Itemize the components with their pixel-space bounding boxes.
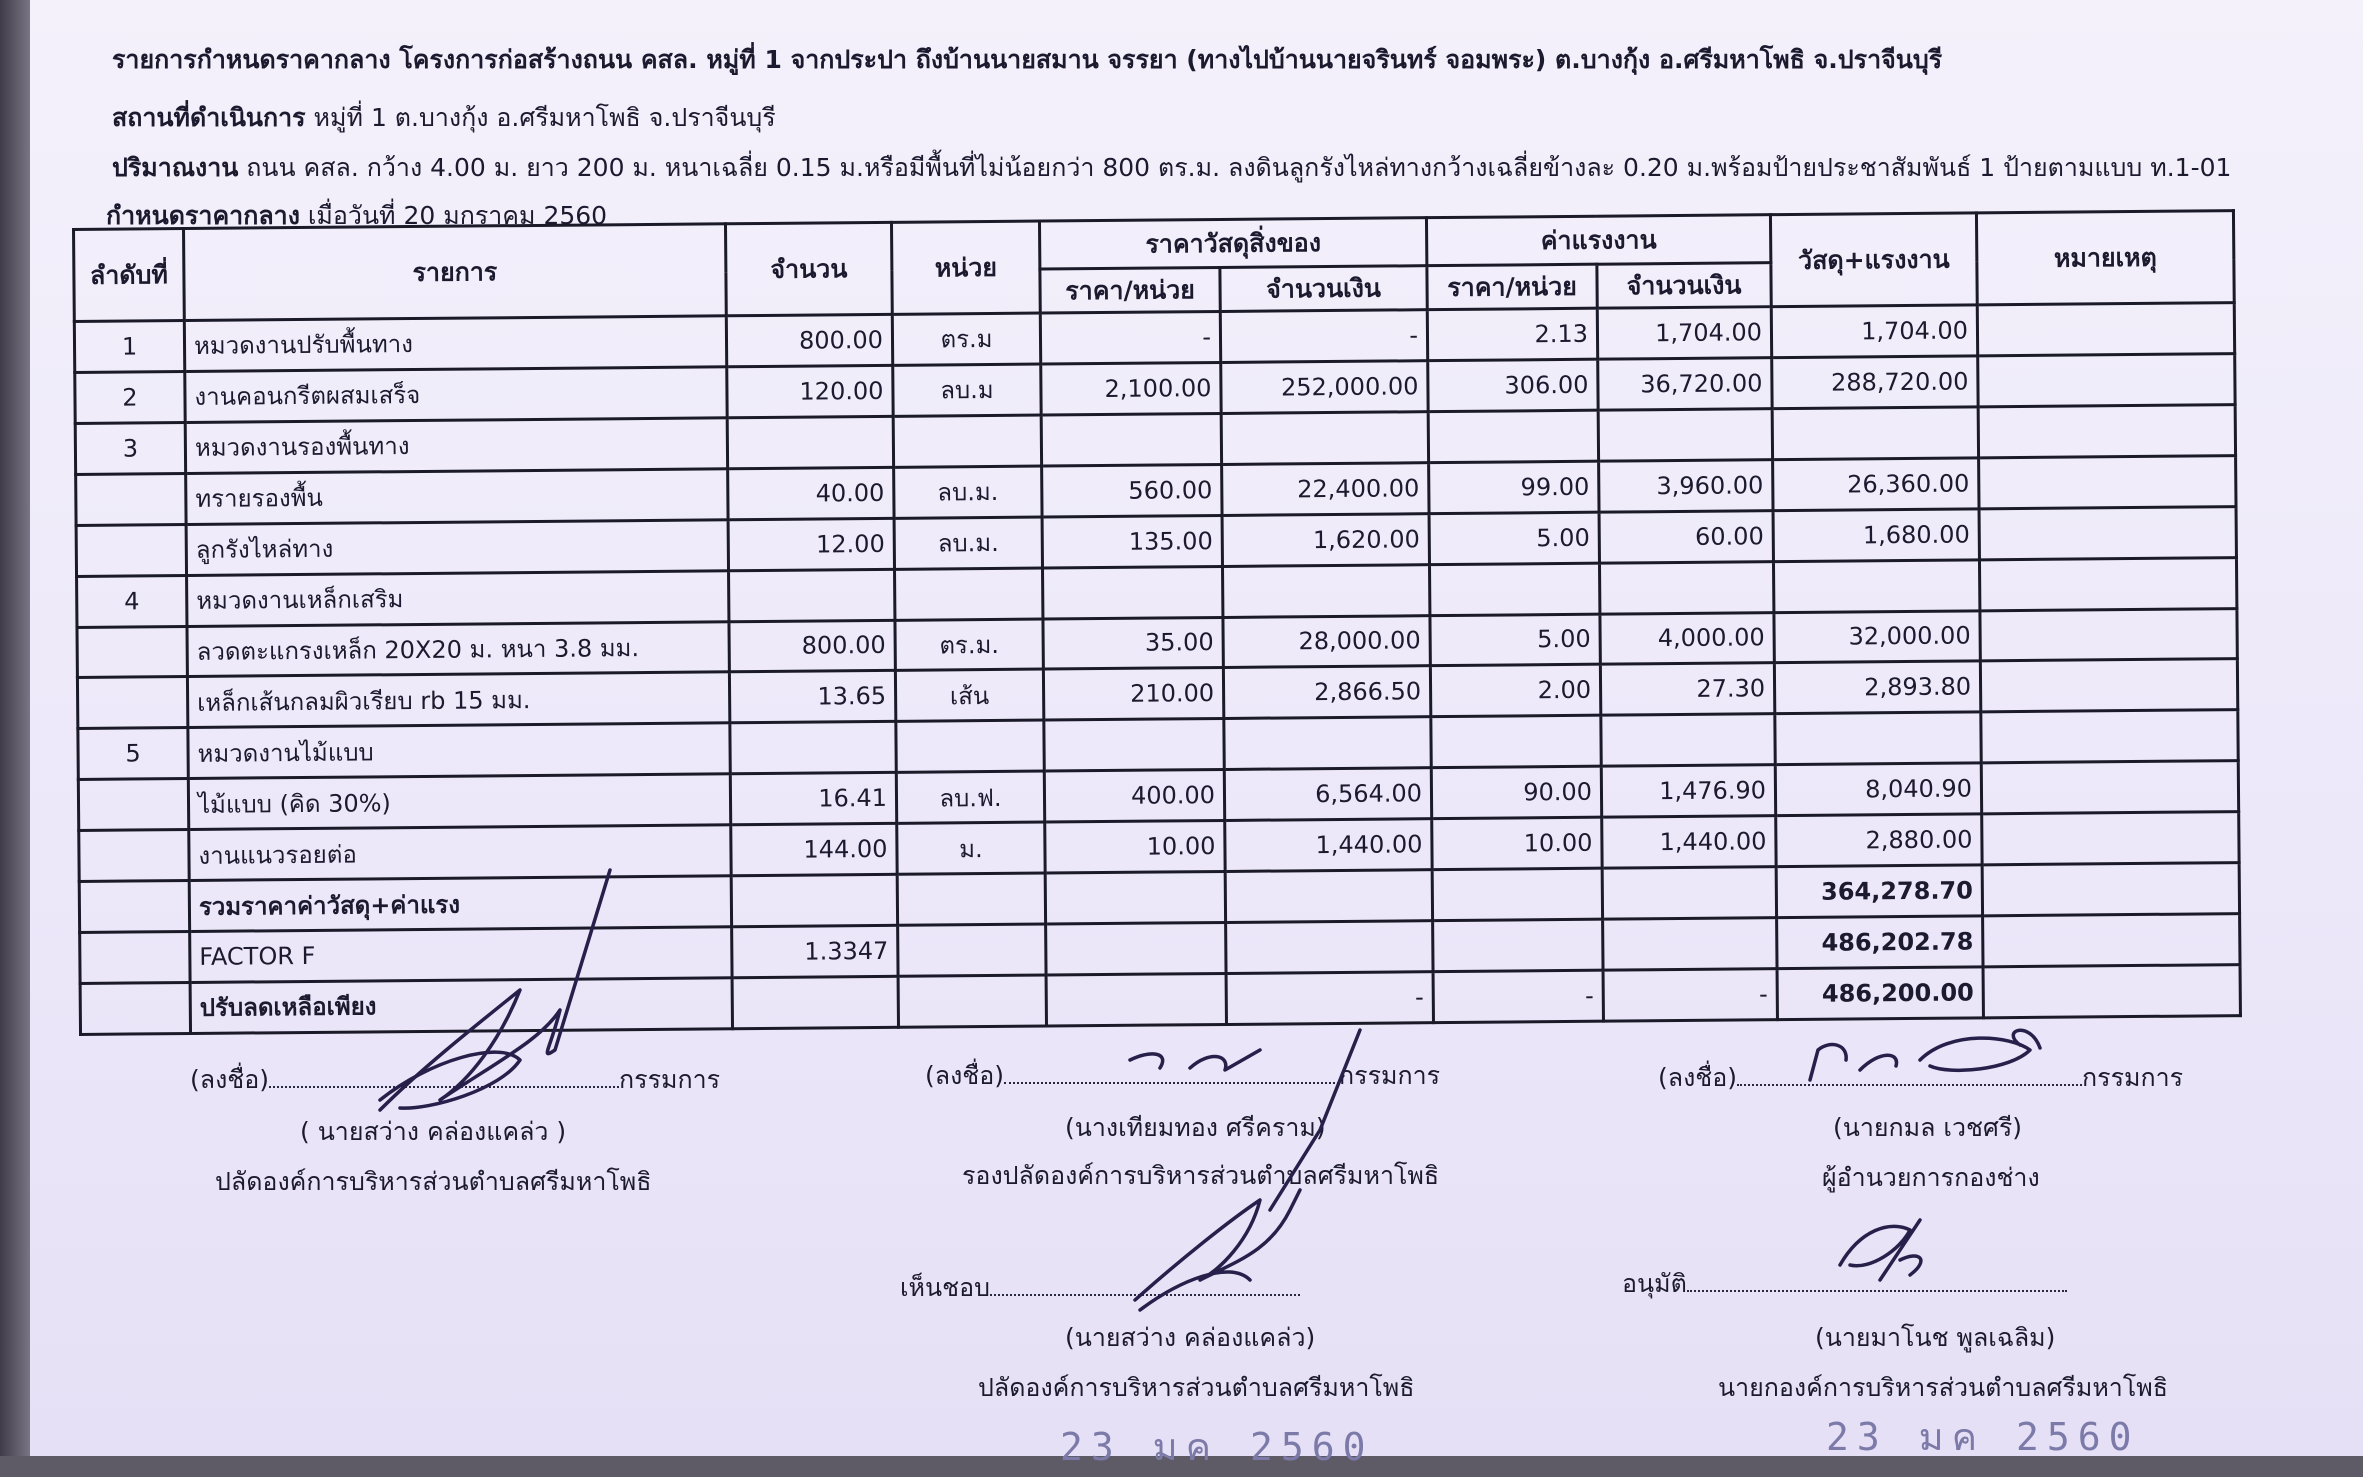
cell-lab-amount: 27.30 — [1600, 663, 1774, 715]
signer-2-name: (นางเทียมทอง ศรีคราม) — [1065, 1113, 1326, 1142]
cell-lab-amount: 3,960.00 — [1599, 459, 1773, 511]
cell-item: หมวดงานรองพื้นทาง — [185, 418, 727, 474]
signature-line-3: (ลงชื่อ) กรรมการ — [1658, 1063, 2184, 1092]
cell-lab-price: 99.00 — [1429, 461, 1599, 513]
signature-scribble-3 — [1810, 1030, 2040, 1080]
cell-mat-amount: - — [1220, 310, 1427, 363]
cell-mat-amount: 28,000.00 — [1223, 615, 1430, 668]
signer-1-title: ปลัดองค์การบริหารส่วนตำบลศรีมหาโพธิ — [215, 1167, 652, 1196]
cell-mat-price: 35.00 — [1043, 617, 1223, 669]
signature-scribble-4 — [1135, 1190, 1300, 1310]
cell-total: 1,680.00 — [1773, 509, 1979, 562]
cell-item: หมวดงานปรับพื้นทาง — [184, 316, 726, 372]
col-header-total: วัสดุ+แรงงาน — [1770, 213, 1977, 307]
cell-mat-price: 2,100.00 — [1041, 362, 1221, 414]
cell-lab-amount: - — [1603, 969, 1777, 1022]
col-header-unit: หน่วย — [891, 221, 1040, 314]
cell-lab-amount: 1,476.90 — [1601, 765, 1775, 817]
signer-1-name: ( นายสว่าง คล่องแคล่ว ) — [300, 1117, 567, 1146]
signer-2-title: รองปลัดองค์การบริหารส่วนตำบลศรีมหาโพธิ — [962, 1161, 1440, 1190]
cell-item: หมวดงานเหล็กเสริม — [187, 570, 729, 626]
cell-lab-amount: 36,720.00 — [1598, 358, 1772, 410]
cell-item: ปรับลดเหลือเพียง — [190, 978, 732, 1034]
signature-scribble-2 — [1130, 1050, 1260, 1070]
cell-unit: ลบ.ม. — [894, 517, 1042, 569]
approve-title: นายกองค์การบริหารส่วนตำบลศรีมหาโพธิ — [1718, 1373, 2169, 1402]
cell-qty: 144.00 — [731, 824, 897, 876]
col-header-lab-amount: จำนวนเงิน — [1597, 263, 1771, 309]
cell-mat-amount: 22,400.00 — [1222, 462, 1429, 515]
cell-item: FACTOR F — [190, 927, 732, 983]
signature-line-1: (ลงชื่อ) กรรมการ — [190, 1065, 721, 1094]
cell-item: ไม้แบบ (คิด 30%) — [188, 774, 730, 830]
cell-no: 1 — [74, 321, 184, 373]
cell-total: 364,278.70 — [1776, 865, 1982, 918]
cell-qty: 16.41 — [730, 773, 896, 825]
cell-lab-price: 90.00 — [1431, 766, 1601, 818]
cell-item: ทรายรองพื้น — [186, 469, 728, 525]
cell-item: งานแนวรอยต่อ — [189, 825, 731, 881]
cell-qty: 800.00 — [729, 620, 895, 672]
agree-title: ปลัดองค์การบริหารส่วนตำบลศรีมหาโพธิ — [978, 1373, 1415, 1402]
cell-unit: ม. — [897, 822, 1045, 874]
cell-lab-price: 5.00 — [1429, 512, 1599, 564]
cell-mat-amount: - — [1226, 972, 1433, 1025]
col-header-mat-amount: จำนวนเงิน — [1220, 266, 1427, 312]
cell-qty: 13.65 — [729, 671, 895, 723]
col-header-mat-price: ราคา/หน่วย — [1040, 267, 1220, 313]
col-header-no: ลำดับที่ — [74, 229, 185, 322]
cell-no: 2 — [75, 371, 185, 423]
cell-mat-amount: 6,564.00 — [1224, 768, 1431, 821]
cell-item: ลูกรังไหล่ทาง — [186, 519, 728, 575]
cell-unit: ตร.ม. — [895, 619, 1043, 671]
cell-total: 8,040.90 — [1775, 763, 1981, 816]
cell-lab-amount: 1,704.00 — [1597, 307, 1771, 359]
cell-item: หมวดงานไม้แบบ — [188, 723, 730, 779]
col-header-lab-price: ราคา/หน่วย — [1427, 264, 1597, 309]
cell-mat-amount: 1,620.00 — [1222, 513, 1429, 566]
date-stamp-right: 23 มค 2560 — [1826, 1415, 2140, 1459]
cell-mat-price: 400.00 — [1044, 770, 1224, 822]
date-line: กำหนดราคากลาง เมื่อวันที่ 20 มกราคม 2560 — [106, 201, 608, 230]
location-line: สถานที่ดำเนินการ หมู่ที่ 1 ต.บางกุ้ง อ.ศรีมหาโพธิ จ.ปราจีนบุรี — [112, 103, 776, 132]
agree-line: เห็นชอบ — [900, 1268, 1300, 1308]
col-header-labor: ค่าแรงงาน — [1426, 215, 1770, 266]
volume-line: ปริมาณงาน ถนน คสล. กว้าง 4.00 ม. ยาว 200 ม. หนาเฉลี่ย 0.15 ม.หรือมีพื้นที่ไม่น้อยกว่า 800 ตร.ม. ลงดินลูกรังไหล่ทางกว้างเฉลี่ยข้างละ 0.20 ม.พร้อมป้ายประชาสัมพันธ์ 1 ป้ายตามแบบ ท.1-01 — [112, 153, 2232, 182]
cell-lab-price: 2.13 — [1427, 308, 1597, 360]
cell-mat-price: - — [1040, 311, 1220, 363]
cell-qty: 1.3347 — [732, 925, 898, 977]
cell-total: 486,202.78 — [1777, 916, 1983, 969]
signature-line-2: (ลงชื่อ) กรรมการ — [925, 1061, 1441, 1090]
cell-unit: ตร.ม — [892, 313, 1040, 365]
cell-mat-price: 210.00 — [1043, 668, 1223, 720]
signer-3-name: (นายกมล เวชศรี) — [1833, 1113, 2023, 1142]
cell-unit: ลบ.ม. — [894, 466, 1042, 518]
cell-total: 32,000.00 — [1774, 610, 1980, 663]
cell-no: 4 — [77, 575, 187, 627]
cell-unit: ลบ.ฟ. — [896, 771, 1044, 823]
cell-item: ลวดตะแกรงเหล็ก 20X20 ม. หนา 3.8 มม. — [187, 621, 729, 677]
col-header-qty: จำนวน — [725, 222, 892, 315]
cell-lab-price: 5.00 — [1430, 614, 1600, 666]
cell-qty: 800.00 — [726, 314, 892, 366]
approve-name: (นายมาโนช พูลเฉลิม) — [1815, 1323, 2056, 1352]
col-header-material: ราคาวัสดุสิ่งของ — [1039, 218, 1426, 269]
cell-unit: ลบ.ม — [893, 364, 1041, 416]
cell-mat-price: 135.00 — [1042, 515, 1222, 567]
cell-lab-amount: 1,440.00 — [1602, 816, 1776, 868]
cell-lab-price: 10.00 — [1432, 817, 1602, 869]
cell-qty: 12.00 — [728, 518, 894, 570]
cell-total: 26,360.00 — [1773, 458, 1979, 511]
signer-3-title: ผู้อำนวยการกองช่าง — [1822, 1163, 2040, 1192]
cell-mat-amount: 2,866.50 — [1223, 666, 1430, 719]
cell-qty: 120.00 — [727, 365, 893, 417]
cell-lab-price: - — [1433, 970, 1603, 1022]
signature-scribble-5 — [1840, 1220, 1921, 1280]
cell-lab-price: 306.00 — [1428, 359, 1598, 411]
cell-no: 5 — [78, 728, 188, 780]
cell-item: งานคอนกรีตผสมเสร็จ — [185, 367, 727, 423]
cell-item: เหล็กเส้นกลมผิวเรียบ rb 15 มม. — [187, 672, 729, 728]
cell-lab-amount: 60.00 — [1599, 510, 1773, 562]
signature-scribble-2b — [1270, 1030, 1360, 1210]
cell-mat-price: 10.00 — [1045, 821, 1225, 873]
cell-no: 3 — [75, 422, 185, 474]
cell-total: 2,893.80 — [1774, 661, 1980, 714]
project-title: รายการกำหนดราคากลาง โครงการก่อสร้างถนน คสล. หมู่ที่ 1 จากประปา ถึงบ้านนายสมาน จรรยา (ทางไปบ้านนายจรินทร์ จอมพระ) ต.บางกุ้ง อ.ศรีมหาโพธิ จ.ปราจีนบุรี — [112, 45, 1943, 74]
cell-mat-amount: 252,000.00 — [1221, 361, 1428, 414]
cell-lab-amount: 4,000.00 — [1600, 612, 1774, 664]
cell-qty: 40.00 — [728, 467, 894, 519]
signature-scribble-1 — [380, 870, 610, 1110]
cell-total: 2,880.00 — [1776, 814, 1982, 867]
cell-total: 1,704.00 — [1771, 305, 1977, 358]
cell-lab-price: 2.00 — [1430, 665, 1600, 717]
col-header-remark: หมายเหตุ — [1976, 211, 2234, 305]
approve-line: อนุมัติ — [1622, 1264, 2067, 1304]
cell-mat-amount: 1,440.00 — [1225, 819, 1432, 872]
cell-item: รวมราคาค่าวัสดุ+ค่าแรง — [189, 876, 731, 932]
cell-unit: เส้น — [895, 669, 1043, 721]
date-stamp-left: 23 มค 2560 — [1060, 1425, 1374, 1469]
agree-name: (นายสว่าง คล่องแคล่ว) — [1065, 1323, 1316, 1352]
col-header-item: รายการ — [184, 224, 727, 321]
cell-total: 486,200.00 — [1777, 967, 1983, 1020]
cell-mat-price: 560.00 — [1042, 464, 1222, 516]
cell-total: 288,720.00 — [1772, 356, 1978, 409]
